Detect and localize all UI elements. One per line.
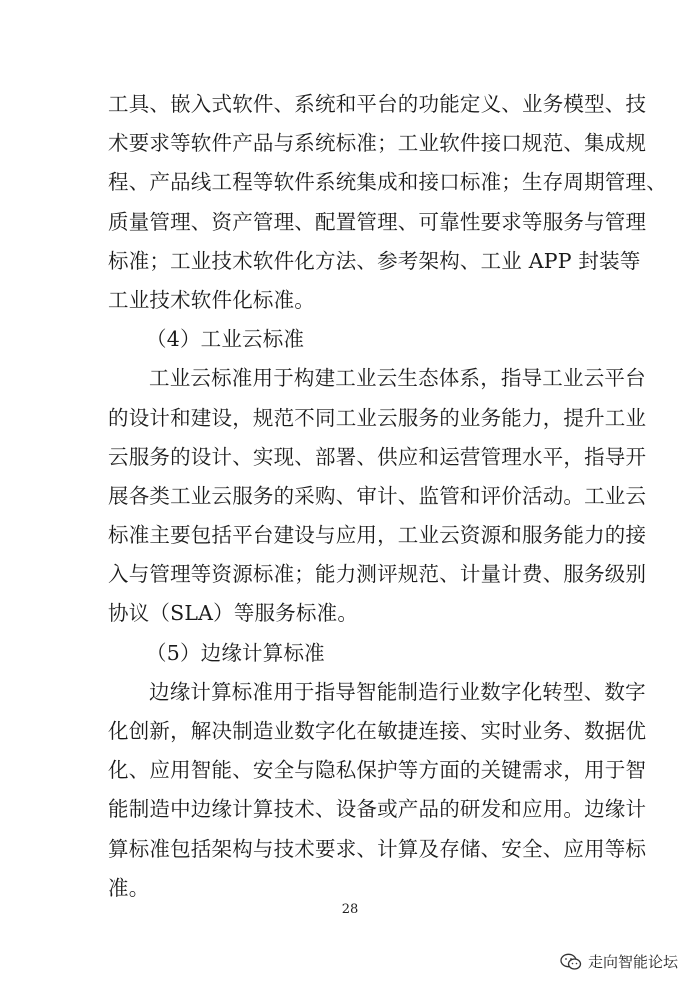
text-line: 云服务的设计、实现、部署、供应和运营管理水平，指导开	[108, 444, 647, 469]
text-line: 工业技术软件化标准。	[108, 287, 315, 312]
text-line: 边缘计算标准用于指导智能制造行业数字化转型、数字	[149, 679, 646, 704]
section-heading-4: （4）工业云标准	[146, 327, 305, 352]
page-number: 28	[341, 902, 359, 917]
text-line: 入与管理等资源标准；能力测评规范、计量计费、服务级别	[108, 562, 647, 587]
watermark	[560, 951, 678, 972]
text-line: 术要求等软件产品与系统标准；工业软件接口规范、集成规	[108, 131, 647, 156]
text-line: 标准；工业技术软件化方法、参考架构、工业 APP 封装等	[108, 248, 641, 273]
text-line: 标准主要包括平台建设与应用，工业云资源和服务能力的接	[108, 523, 647, 548]
body-text	[108, 85, 667, 908]
section-heading-5: （5）边缘计算标准	[146, 640, 325, 665]
text-line: 工具、嵌入式软件、系统和平台的功能定义、业务模型、技	[108, 92, 647, 116]
text-line: 质量管理、资产管理、配置管理、可靠性要求等服务与管理	[108, 209, 647, 234]
text-line: 算标准包括架构与技术要求、计算及存储、安全、应用等标	[108, 836, 647, 861]
watermark-text: 走向智能论坛	[587, 953, 678, 971]
text-line: 工业云标准用于构建工业云生态体系，指导工业云平台	[149, 366, 646, 391]
text-line: 程、产品线工程等软件系统集成和接口标准；生存周期管理、	[108, 170, 667, 195]
text-line: 的设计和建设，规范不同工业云服务的业务能力，提升工业	[108, 405, 647, 430]
text-line: 展各类工业云服务的采购、审计、监管和评价活动。工业云	[108, 483, 647, 508]
text-line: 化、应用智能、安全与隐私保护等方面的关键需求，用于智	[108, 758, 647, 783]
wechat-icon	[560, 953, 582, 971]
text-line: 准。	[108, 875, 150, 900]
text-line: 化创新，解决制造业数字化在敏捷连接、实时业务、数据优	[108, 719, 647, 743]
text-line: 协议（SLA）等服务标准。	[108, 601, 359, 626]
text-line: 能制造中边缘计算技术、设备或产品的研发和应用。边缘计	[108, 797, 647, 822]
